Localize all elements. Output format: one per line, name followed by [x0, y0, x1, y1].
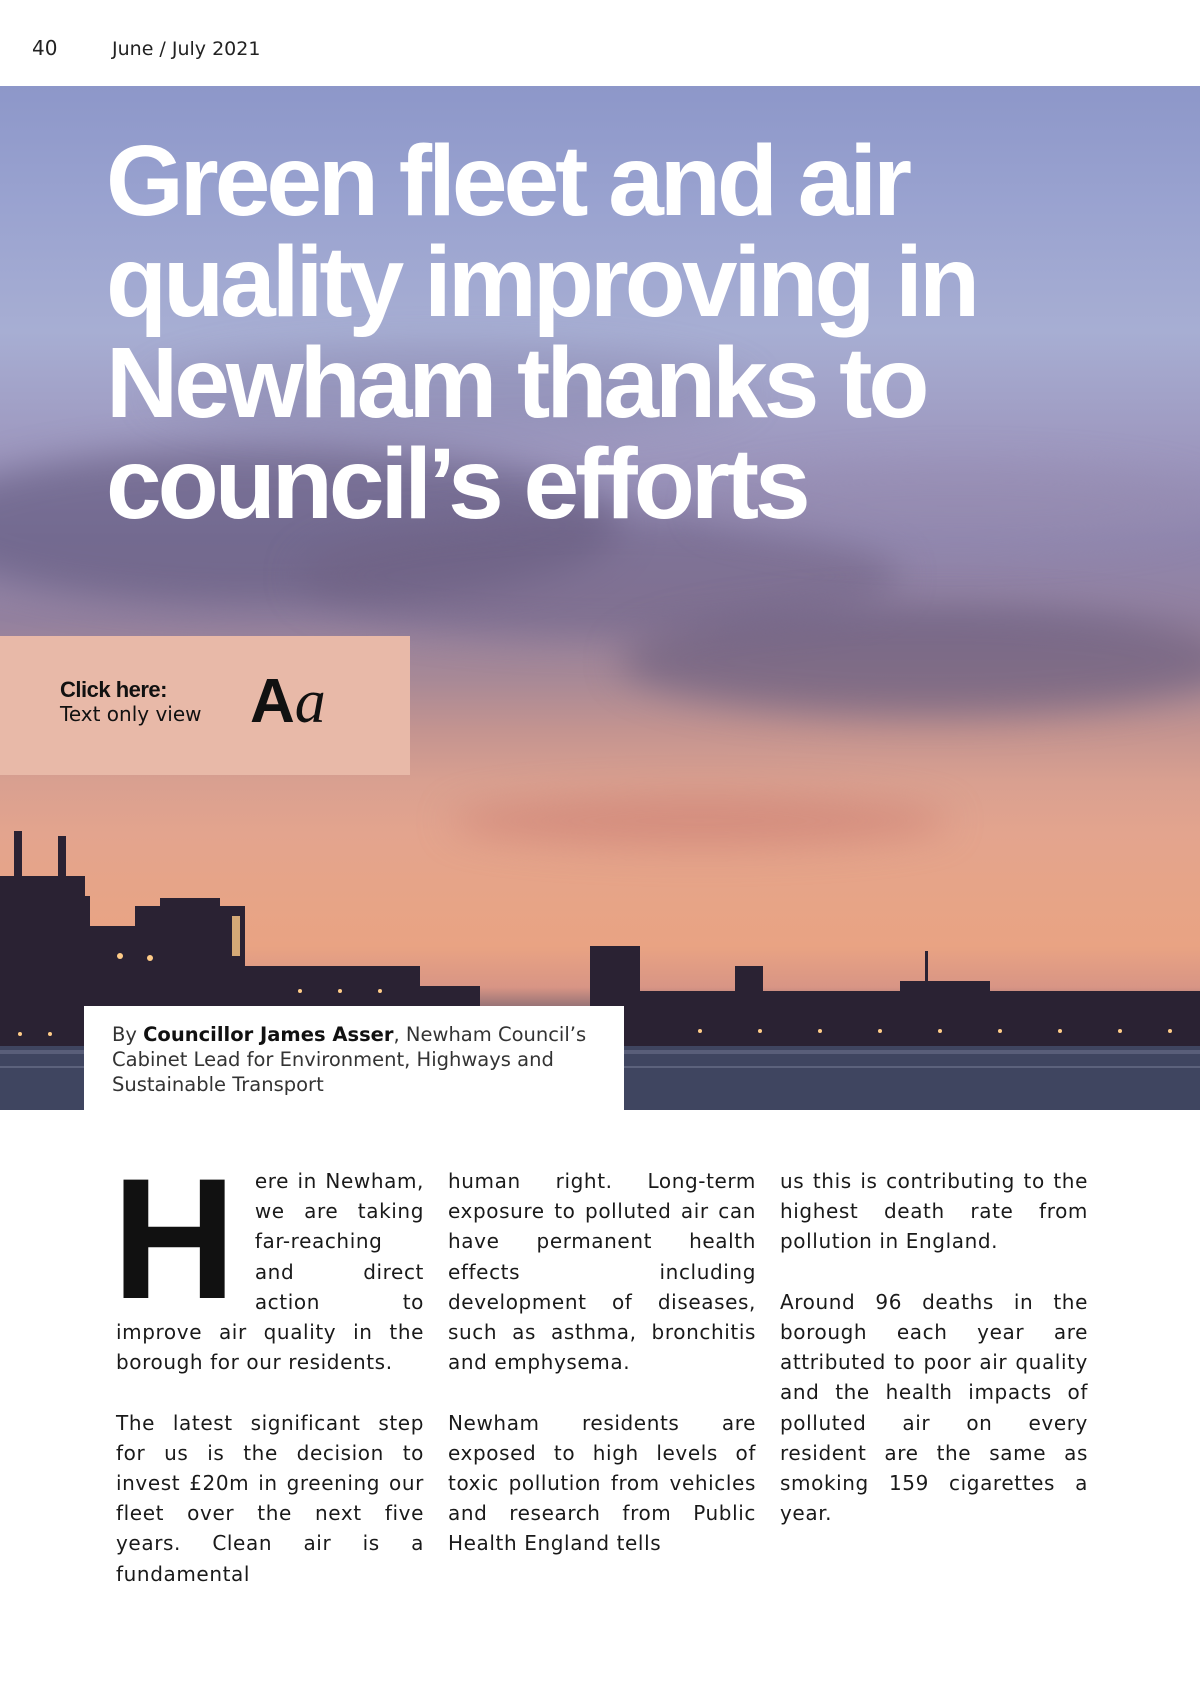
column-2 [448, 1166, 756, 1589]
paragraph: Newham residents are exposed to high levels of toxic pollution from vehicles and research from Public Health England tells [448, 1410, 756, 1556]
paragraph: The latest significant step for us is the decision to invest £20m in greening our fleet over the next five years. Clean air is a fundamental [116, 1410, 424, 1586]
drop-cap: H [112, 1143, 237, 1335]
page-number: 40 [32, 36, 58, 60]
page-header [0, 0, 1200, 86]
paragraph: us this is contributing to the highest death rate from pollution in England. [780, 1169, 1088, 1254]
headline-line: Green fleet and air [106, 125, 909, 237]
byline-prefix: By [112, 1023, 144, 1046]
byline [112, 1022, 596, 1097]
text-only-view-button[interactable] [0, 636, 410, 775]
byline-role: , Newham Council’s Cabinet Lead for Environment, Highways and Sustainable Transport [112, 1023, 587, 1096]
headline-line: council’s efforts [106, 428, 807, 540]
click-here-label: Click here: [60, 677, 167, 702]
column-1 [112, 1143, 424, 1619]
paragraph [112, 1143, 424, 1377]
issue-date: June / July 2021 [112, 38, 261, 60]
text-size-icon [250, 666, 326, 737]
text-size-icon-small: a [294, 668, 326, 736]
headline-line: quality improving in [106, 226, 977, 338]
headline-line: Newham thanks to [106, 327, 926, 439]
text-only-view-label: Text only view [60, 702, 202, 726]
headline [106, 125, 1106, 540]
byline-box [84, 1006, 624, 1110]
byline-author: Councillor James Asser [143, 1023, 394, 1046]
paragraph-text: ere in Newham, we are taking far-reaching and direct action to improve air quality in the borough for our residents. [116, 1169, 424, 1375]
column-3 [780, 1166, 1088, 1559]
paragraph: human right. Long-term exposure to polluted air can have permanent health effects including development of diseases, such as asthma, bronchitis and emphysema. [448, 1169, 756, 1375]
text-size-icon-big: A [250, 667, 295, 736]
hero-image [0, 86, 1200, 1110]
paragraph: Around 96 deaths in the borough each year are attributed to poor air quality and the health impacts of polluted air on every resident are the same as smoking 159 cigarettes a year. [780, 1289, 1088, 1526]
